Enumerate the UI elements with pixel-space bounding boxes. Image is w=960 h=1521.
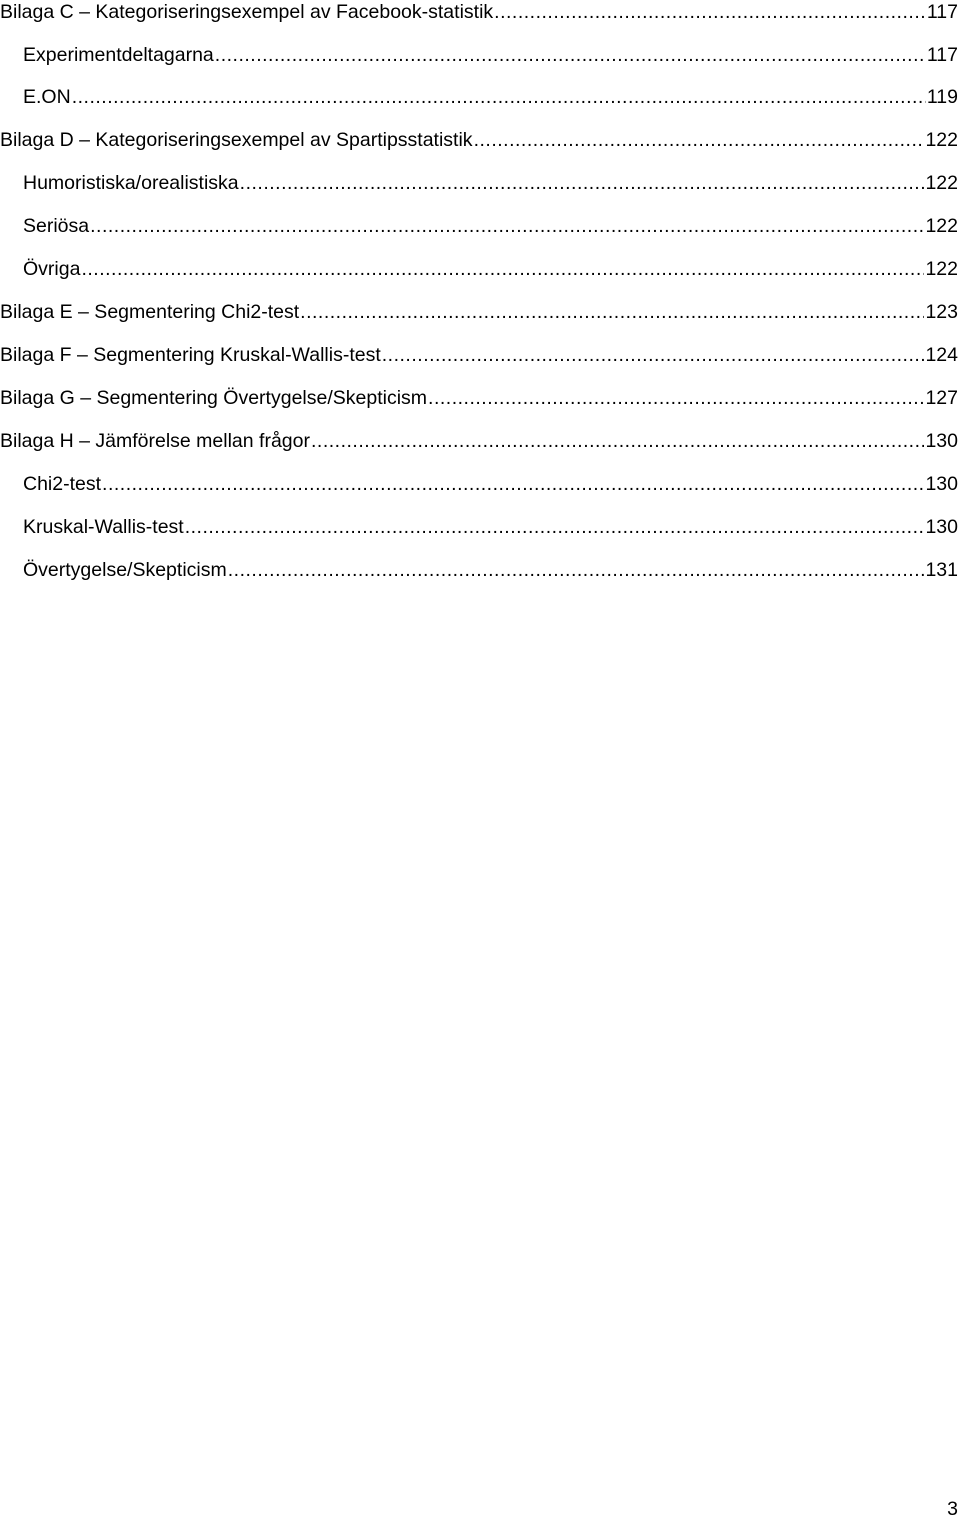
toc-entry-title: Bilaga C – Kategoriseringsexempel av Facebook-statistik bbox=[0, 1, 494, 23]
toc-entry[interactable] bbox=[23, 512, 958, 542]
toc-entry-title: Bilaga D – Kategoriseringsexempel av Spartipsstatistik bbox=[0, 129, 473, 151]
toc-entry-title: Seriösa bbox=[23, 215, 90, 237]
toc-entry-page: 119 bbox=[926, 86, 958, 108]
toc-entry-page: 130 bbox=[925, 516, 958, 538]
toc-entry-title: Humoristiska/orealistiska bbox=[23, 172, 239, 194]
toc-entry-title: Bilaga E – Segmentering Chi2-test bbox=[0, 301, 300, 323]
toc-dot-leader bbox=[474, 125, 925, 155]
toc-entry-title: Experimentdeltagarna bbox=[23, 44, 214, 66]
toc-entry[interactable] bbox=[23, 555, 958, 585]
toc-entry-title: Kruskal-Wallis-test bbox=[23, 516, 184, 538]
toc-dot-leader bbox=[300, 297, 924, 327]
toc-entry-page: 124 bbox=[925, 344, 958, 366]
toc-entry-page: 131 bbox=[925, 559, 958, 581]
toc-entry[interactable] bbox=[23, 168, 958, 198]
toc-entry-page: 122 bbox=[925, 172, 958, 194]
toc-entry[interactable] bbox=[0, 0, 958, 27]
toc-entry[interactable] bbox=[0, 340, 958, 370]
toc-dot-leader bbox=[228, 555, 925, 585]
toc-entry-page: 130 bbox=[925, 473, 958, 495]
page-number: 3 bbox=[947, 1498, 958, 1520]
toc-dot-leader bbox=[81, 254, 924, 284]
toc-entry[interactable] bbox=[23, 211, 958, 241]
toc-entry[interactable] bbox=[0, 125, 958, 155]
toc-dot-leader bbox=[90, 211, 924, 241]
toc-entry-title: Bilaga F – Segmentering Kruskal-Wallis-test bbox=[0, 344, 381, 366]
toc-entry-title: Övriga bbox=[23, 258, 81, 280]
toc-entry-page: 122 bbox=[925, 129, 958, 151]
toc-dot-leader bbox=[102, 469, 924, 499]
toc-entry[interactable] bbox=[0, 297, 958, 327]
toc-entry-page: 123 bbox=[925, 301, 958, 323]
toc-dot-leader bbox=[382, 340, 925, 370]
toc-dot-leader bbox=[311, 426, 924, 456]
toc-entry[interactable] bbox=[23, 40, 958, 70]
toc-dot-leader bbox=[215, 40, 926, 70]
toc-entry-title: Bilaga G – Segmentering Övertygelse/Skepticism bbox=[0, 387, 428, 409]
toc-dot-leader bbox=[494, 0, 926, 27]
toc-entry-page: 127 bbox=[925, 387, 958, 409]
toc-entry-page: 117 bbox=[926, 1, 958, 23]
toc-entry[interactable] bbox=[23, 254, 958, 284]
toc-entry-page: 130 bbox=[925, 430, 958, 452]
toc-entry[interactable] bbox=[0, 383, 958, 413]
toc-entry[interactable] bbox=[0, 426, 958, 456]
toc-entry-page: 122 bbox=[925, 215, 958, 237]
toc-entry[interactable] bbox=[23, 82, 958, 112]
toc-entry-title: E.ON bbox=[23, 86, 71, 108]
toc-entry-title: Bilaga H – Jämförelse mellan frågor bbox=[0, 430, 310, 452]
toc-entry-page: 117 bbox=[926, 44, 958, 66]
toc-dot-leader bbox=[185, 512, 925, 542]
toc-entry-title: Chi2-test bbox=[23, 473, 102, 495]
toc-dot-leader bbox=[428, 383, 924, 413]
toc-entry[interactable] bbox=[23, 469, 958, 499]
toc-entry-title: Övertygelse/Skepticism bbox=[23, 559, 227, 581]
toc-dot-leader bbox=[240, 168, 925, 198]
toc-entry-page: 122 bbox=[925, 258, 958, 280]
toc-dot-leader bbox=[72, 82, 926, 112]
